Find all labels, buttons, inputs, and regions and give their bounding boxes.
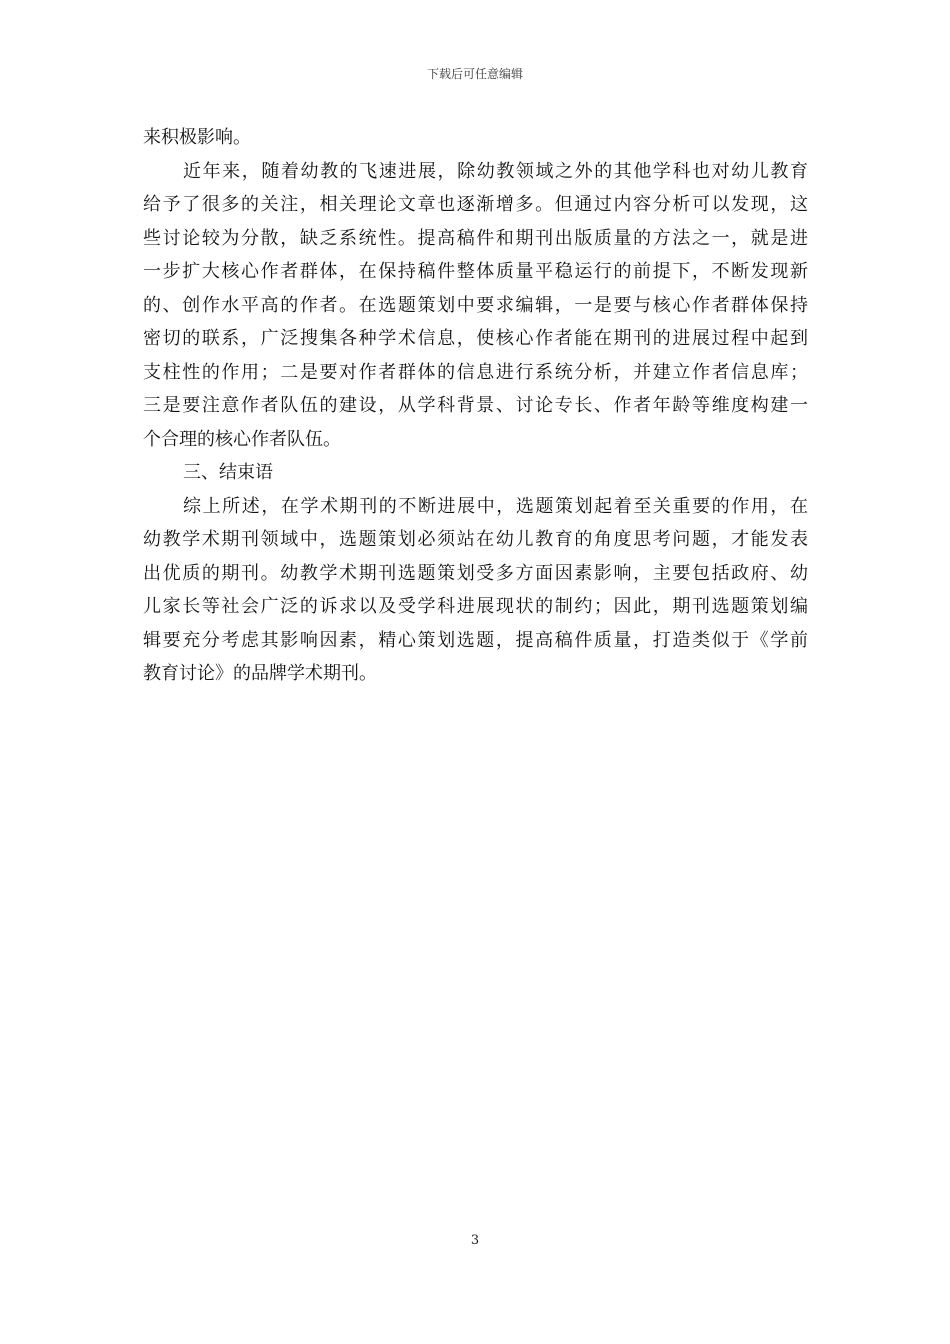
body-line: 出优质的期刊。幼教学术期刊选题策划受多方面因素影响，主要包括政府、幼 [143,562,808,584]
page-number: 3 [470,1233,480,1248]
section-heading: 三、结束语 [183,462,273,483]
document-body [143,121,808,691]
body-line: 教育讨论》的品牌学术期刊。 [143,663,377,684]
body-line: 儿家长等社会广泛的诉求以及受学科进展现状的制约；因此，期刊选题策划编 [143,596,808,617]
body-line: 一步扩大核心作者群体，在保持稿件整体质量平稳运行的前提下，不断发现新 [143,261,808,282]
body-line: 个合理的核心作者队伍。 [143,428,341,450]
body-line: 三是要注意作者队伍的建设，从学科背景、讨论专长、作者年龄等维度构建一 [143,395,808,416]
body-line: 密切的联系，广泛搜集各种学术信息，使核心作者能在期刊的进展过程中起到 [143,328,808,349]
body-line: 幼教学术期刊领域中，选题策划必须站在幼儿教育的角度思考问题，才能发表 [143,529,808,550]
body-line: 的、创作水平高的作者。在选题策划中要求编辑，一是要与核心作者群体保持 [143,294,808,316]
body-line: 些讨论较为分散，缺乏系统性。提高稿件和期刊出版质量的方法之一，就是进 [143,227,808,249]
paragraph-first-line: 近年来，随着幼教的飞速进展，除幼教领域之外的其他学科也对幼儿教育 [183,160,808,182]
body-line: 辑要充分考虑其影响因素，精心策划选题，提高稿件质量，打造类似于《学前 [143,629,808,651]
page-header: 下载后可任意编辑 [426,67,523,81]
body-line: 给予了很多的关注，相关理论文章也逐渐增多。但通过内容分析可以发现，这 [143,194,808,215]
paragraph-first-line: 综上所述，在学术期刊的不断进展中，选题策划起着至关重要的作用，在 [183,495,808,517]
body-line: 来积极影响。 [143,127,251,148]
body-line: 支柱性的作用；二是要对作者群体的信息进行系统分析，并建立作者信息库； [143,361,808,383]
